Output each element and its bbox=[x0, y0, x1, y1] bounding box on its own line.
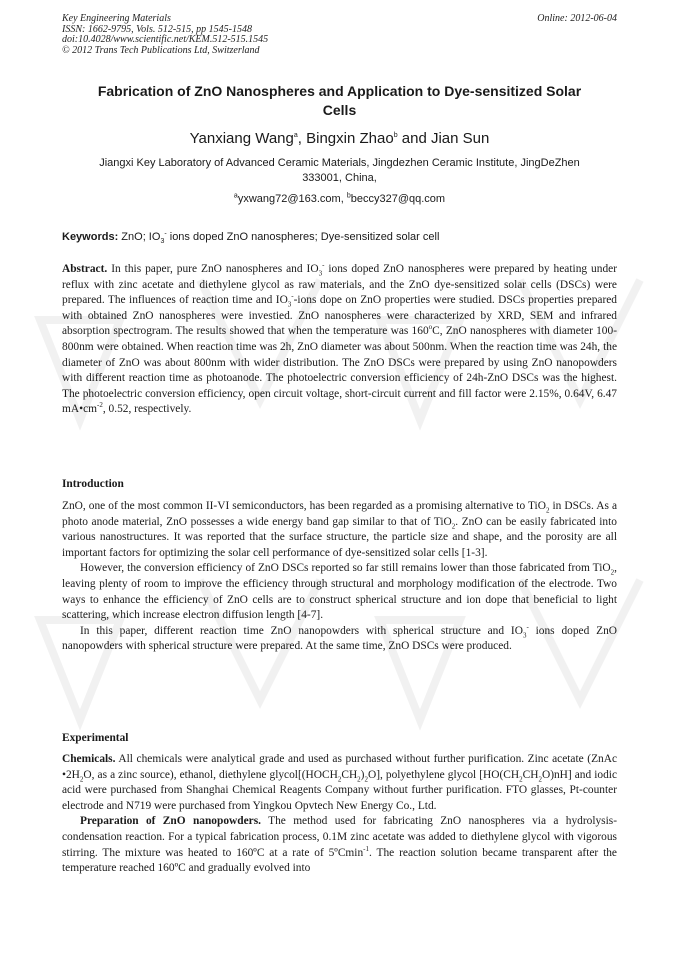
author-separator: and bbox=[397, 130, 431, 147]
author-separator: , bbox=[297, 130, 307, 147]
abstract-sup: o bbox=[428, 323, 433, 332]
intro-text: However, the conversion efficiency of ZnO DSCs reported so far still remains lower than those fabricated from TiO bbox=[80, 562, 611, 575]
intro-sub: 2 bbox=[451, 521, 456, 530]
intro-sup: - bbox=[526, 622, 529, 631]
experimental-body bbox=[62, 752, 617, 877]
author-2-mark: b bbox=[393, 132, 398, 139]
affiliation-line-1: Jiangxi Key Laboratory of Advanced Ceramic Materials, Jingdezhen Ceramic Institute, JingDeZhen bbox=[99, 157, 580, 169]
chemicals-paragraph bbox=[62, 752, 617, 814]
intro-text: , leaving plenty of room to improve the efficiency through structural and morphology modification of the electrode. Two ways to enhance the efficiency of ZnO cells are to construct spherical structure and ion dope that beneficial to light scattering, which increase electron diffusion length [4-7]. bbox=[62, 562, 617, 622]
preparation-paragraph bbox=[62, 814, 617, 876]
title-line-2: Cells bbox=[322, 102, 357, 118]
author-emails bbox=[62, 192, 617, 207]
intro-paragraph-3 bbox=[62, 624, 617, 655]
email-b: beccy327@qq.com bbox=[350, 193, 446, 205]
abstract-sup: -2 bbox=[97, 401, 103, 410]
keywords-sub: 3 bbox=[160, 238, 165, 246]
abstract-sup: - bbox=[322, 261, 325, 270]
exp-sup: -1 bbox=[363, 844, 369, 853]
journal-name: Key Engineering Materials bbox=[62, 13, 171, 24]
abstract-text: ions doped ZnO nanospheres were prepared by heating under reflux with zinc acetate and diethylene glycol as raw materials, and the ZnO dye-sensitized solar cells (DSCs) were prepared. The influences of reaction time and IO bbox=[62, 263, 617, 307]
introduction-body bbox=[62, 499, 617, 655]
intro-text: in DSCs. As a photo anode material, ZnO possesses a wide energy band gap similar to that of TiO bbox=[62, 500, 618, 528]
author-list bbox=[62, 130, 617, 148]
exp-text: CH bbox=[341, 768, 358, 781]
abstract bbox=[62, 262, 617, 418]
abstract-label: Abstract. bbox=[62, 263, 108, 275]
doi-line: doi:10.4028/www.scientific.net/KEM.512-515.1545 bbox=[62, 34, 269, 45]
email-a: yxwang72@163.com bbox=[237, 193, 341, 205]
author-3: Jian Sun bbox=[430, 130, 490, 147]
chemicals-label: Chemicals. bbox=[62, 753, 116, 765]
email-separator: , bbox=[340, 193, 347, 205]
title-line-1: Fabrication of ZnO Nanospheres and Application to Dye-sensitized Solar bbox=[97, 83, 582, 99]
exp-sub: 2 bbox=[79, 774, 84, 783]
preparation-label: Preparation of ZnO nanopowders. bbox=[80, 815, 261, 828]
author-1-mark: a bbox=[293, 132, 298, 139]
intro-text: ZnO, one of the most common II-VI semiconductors, has been regarded as a promising alternative to TiO bbox=[62, 500, 546, 512]
intro-text: . ZnO can be easily fabricated into various nanostructures. It was reported that the surface structure, the particle size and shape, and the porosity are all important factors for optimizing the solar cell performance of dye-sensitized solar cells [1-3]. bbox=[62, 515, 617, 559]
exp-text: CH bbox=[522, 768, 539, 781]
exp-sub: 2 bbox=[357, 774, 361, 783]
journal-header bbox=[62, 14, 617, 56]
issn-line: ISSN: 1662-9795, Vols. 512-515, pp 1545-1548 bbox=[62, 23, 252, 35]
intro-sub: 2 bbox=[545, 506, 550, 515]
exp-text: O], polyethylene glycol [HO(CH bbox=[367, 768, 520, 781]
author-1: Yanxiang Wang bbox=[189, 130, 294, 147]
intro-text: In this paper, different reaction time ZnO nanopowders with spherical structure and IO bbox=[80, 624, 523, 637]
exp-text: O, as a zinc source), ethanol, diethylene glycol[(HOCH bbox=[83, 768, 338, 781]
abstract-sup: - bbox=[291, 292, 294, 301]
exp-text: The method used for fabricating ZnO nanospheres via a hydrolysis-condensation reaction. For a typical fabrication process, 0.1M zinc acetate was added to diethylene glycol with vigorous stirring. The mixture was heated to 160ºC at a rate of 5ºCmin bbox=[62, 815, 618, 859]
copyright-line: © 2012 Trans Tech Publications Ltd, Switzerland bbox=[62, 44, 260, 56]
keywords-text: ZnO; IO bbox=[118, 231, 161, 243]
introduction-heading: Introduction bbox=[62, 478, 124, 490]
online-date: Online: 2012-06-04 bbox=[537, 13, 617, 24]
abstract-text: , 0.52, respectively. bbox=[102, 403, 192, 416]
affiliation-line-2: 333001, China, bbox=[302, 172, 377, 184]
keywords bbox=[62, 230, 617, 245]
exp-text: ) bbox=[360, 768, 365, 781]
abstract-text: C, ZnO nanospheres with diameter 100-800nm were obtained. When reaction time was 2h, ZnO diameter was about 500nm. When the reaction time was 24h, the diameter of ZnO was about 800nm with wider distribution. The ZnO DSCs were prepared by using ZnO nanopowders with different reaction time as photoanode. The photoelectric conversion efficiency of 24h-ZnO DSCs was the highest. The photoelectric conversion efficiency, open circuit voltage, short-circuit current and fill factor were 2.15%, 0.64V, 6.47 mA•cm bbox=[62, 325, 617, 416]
exp-text: . The reaction solution became transparent after the temperature reached 160ºC and gradually evolved into bbox=[62, 846, 617, 875]
abstract-sub: 3 bbox=[287, 300, 292, 309]
affiliation bbox=[62, 156, 617, 186]
exp-text: O)nH] and iodic acid were purchased from Shanghai Chemical Reagents Company without further purification. FTO glasses, Pt-counter electrode and N719 were purchased from Yingkou Opvtech New Energy Co., Ltd. bbox=[62, 768, 618, 812]
intro-sub: 2 bbox=[610, 568, 615, 577]
paper-title bbox=[62, 82, 617, 120]
intro-paragraph-2 bbox=[62, 561, 617, 623]
experimental-heading: Experimental bbox=[62, 732, 129, 744]
exp-text: All chemicals were analytical grade and used as purchased without further purification. Zinc acetate (ZnAc •2H bbox=[62, 753, 617, 781]
email-mark-a: a bbox=[233, 192, 238, 200]
intro-text: ions doped ZnO nanopowders with spherical structure were prepared. At the same time, ZnO DSCs were produced. bbox=[62, 624, 618, 653]
exp-sub: 2 bbox=[519, 774, 523, 783]
exp-sub: 2 bbox=[364, 774, 368, 783]
intro-paragraph-1 bbox=[62, 499, 617, 561]
exp-sub: 2 bbox=[538, 774, 542, 783]
exp-sub: 2 bbox=[337, 774, 342, 783]
intro-sub: 3 bbox=[522, 631, 527, 640]
keywords-label: Keywords: bbox=[62, 231, 119, 243]
author-2: Bingxin Zhao bbox=[306, 130, 394, 147]
abstract-text: In this paper, pure ZnO nanospheres and IO bbox=[107, 263, 319, 275]
email-mark-b: b bbox=[346, 192, 351, 200]
keywords-sup: - bbox=[164, 230, 167, 238]
keywords-text: ions doped ZnO nanospheres; Dye-sensitized solar cell bbox=[166, 231, 440, 243]
abstract-text: -ions dope on ZnO properties were studied. DSCs properties prepared with obtained ZnO nanospheres were investied. ZnO nanospheres were characterized by XRD, SEM and infrared absorption spectrogram. The results showed that when the temperature was 160 bbox=[62, 294, 617, 338]
abstract-sub: 3 bbox=[318, 269, 323, 278]
